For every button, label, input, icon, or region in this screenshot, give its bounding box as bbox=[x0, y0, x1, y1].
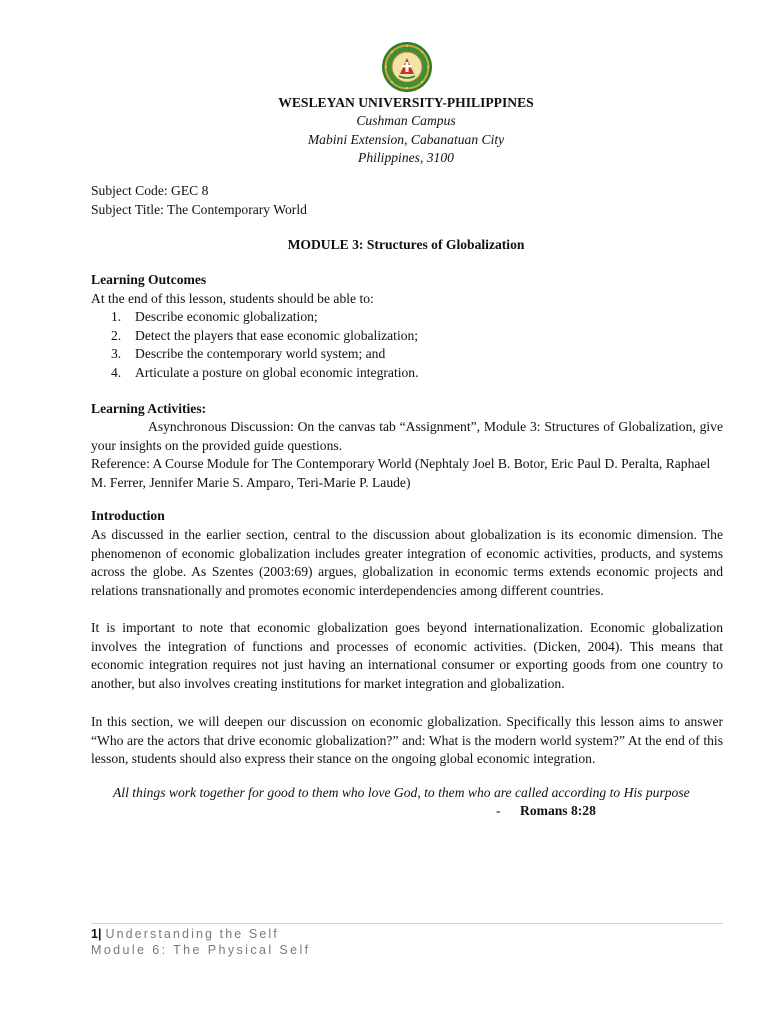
campus-address: Mabini Extension, Cabanatuan City bbox=[307, 132, 505, 147]
learning-outcomes-heading: Learning Outcomes bbox=[91, 272, 207, 287]
university-seal-icon bbox=[381, 41, 433, 93]
learning-activities-heading: Learning Activities: bbox=[91, 401, 207, 416]
introduction-paragraph-3: In this section, we will deepen our discussion on economic globalization. Specifically this lesson aims to answer “Who are the actors that drive economic globalization?” and: What is the modern world system?” At the end of this lesson, students should also express their stance on the ongoing global economic integration. bbox=[91, 714, 723, 767]
learning-activities-reference: Reference: A Course Module for The Contemporary World (Nephtaly Joel B. Botor, Eric Paul D. Peralta, Raphael M. Ferrer, Jennifer Marie S. Amparo, Teri-Marie P. Laude) bbox=[91, 456, 711, 490]
footer-line-2: Module 6: The Physical Self bbox=[91, 943, 311, 957]
footer-separator: | bbox=[97, 927, 102, 941]
footer-course-title: Understanding the Self bbox=[105, 927, 279, 941]
learning-outcomes-list bbox=[111, 308, 419, 382]
bible-quote-reference bbox=[496, 802, 596, 821]
list-item-number: 3. bbox=[111, 346, 122, 362]
list-item-number: 2. bbox=[111, 327, 122, 343]
list-item-number: 4. bbox=[111, 364, 122, 380]
footer-divider bbox=[91, 923, 723, 924]
institution-name: WESLEYAN UNIVERSITY-PHILIPPINES bbox=[278, 95, 534, 110]
learning-activities-body: Asynchronous Discussion: On the canvas tab “Assignment”, Module 3: Structures of Globalization, give your insights on the provided guide questions. bbox=[91, 419, 723, 453]
campus-country: Philippines, 3100 bbox=[358, 150, 454, 165]
list-item-text: Detect the players that ease economic globalization; bbox=[135, 327, 419, 343]
subject-title: Subject Title: The Contemporary World bbox=[91, 202, 307, 217]
list-item bbox=[111, 308, 419, 327]
module-title: MODULE 3: Structures of Globalization bbox=[287, 237, 525, 252]
subject-code: Subject Code: GEC 8 bbox=[91, 183, 209, 198]
introduction-paragraph-2: It is important to note that economic globalization goes beyond internationalization. Economic globalization involves the integration of functions and processes of economic activities. (Dicken, 2004). This means that economic integration requires not just having an international consumer or exporting goods from one country to another, but also involves creating institutions for market integration and globalization. bbox=[91, 620, 723, 691]
bible-quote: All things work together for good to them who love God, to them who are called according to His purpose bbox=[113, 785, 690, 800]
list-item-text: Describe economic globalization; bbox=[135, 309, 318, 324]
campus-name: Cushman Campus bbox=[356, 113, 456, 128]
list-item bbox=[111, 345, 419, 364]
list-item-text: Describe the contemporary world system; and bbox=[135, 346, 386, 362]
page-number: 1 bbox=[91, 927, 98, 941]
list-item-text: Articulate a posture on global economic integration. bbox=[135, 364, 419, 380]
quote-dash: - bbox=[496, 803, 501, 818]
footer-line-1 bbox=[91, 927, 279, 941]
list-item-number: 1. bbox=[111, 309, 122, 324]
list-item bbox=[111, 327, 419, 346]
learning-outcomes-intro: At the end of this lesson, students should be able to: bbox=[91, 291, 374, 306]
list-item bbox=[111, 364, 419, 383]
introduction-heading: Introduction bbox=[91, 508, 165, 523]
quote-reference-text: Romans 8:28 bbox=[520, 803, 596, 818]
introduction-paragraph-1: As discussed in the earlier section, central to the discussion about globalization is its economic dimension. The phenomenon of economic globalization includes greater integration of economic activities, products, and systems across the globe. As Szentes (2003:69) argues, globalization in economic terms extends economic projects and relations transnationally and promotes economic interdependencies among different countries. bbox=[91, 527, 723, 598]
